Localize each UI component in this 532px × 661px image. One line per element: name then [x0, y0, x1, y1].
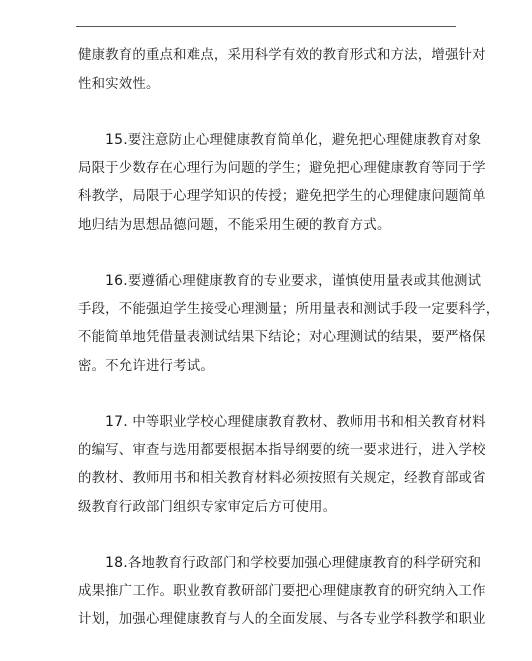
- text-line: [78, 408, 486, 437]
- item-number: 17.: [105, 414, 128, 430]
- text-line: 手段，不能强迫学生接受心理测量；所用量表和测试手段一定要科学，: [78, 301, 500, 317]
- text-line: 健康教育的重点和难点，采用科学有效的教育形式和方法，增强针对: [78, 48, 486, 63]
- text-line: 不能简单地凭借量表测试结果下结论；对心理测试的结果，要严格保: [78, 330, 486, 345]
- text-line: 地归结为思想品德问题，不能采用生硬的教育方式。: [78, 217, 391, 233]
- paragraph-17: [78, 408, 486, 522]
- paragraph-continuation: [78, 42, 486, 99]
- text-line: [78, 267, 482, 296]
- text-line: 计划，加强心理健康教育与人的全面发展、与各专业学科教学和职业: [78, 612, 486, 627]
- text-line: 级教育行政部门组织专家审定后方可使用。: [78, 499, 337, 515]
- paragraph-16: [78, 267, 500, 381]
- item-number: 16.: [105, 273, 128, 289]
- text-line: 科教学，局限于心理学知识的传授；避免把学生的心理健康问题简单: [78, 189, 486, 204]
- text-line: 局限于少数存在心理行为问题的学生；避免把心理健康教育等同于学: [78, 160, 486, 176]
- text-line: 的教材、教师用书和相关教育材料必须按照有关规定，经教育部或省: [78, 471, 486, 486]
- text-segment: 要注意防止心理健康教育简单化，避免把心理健康教育对象: [127, 133, 482, 148]
- text-line: [78, 126, 482, 155]
- text-line: 密。不允许进行考试。: [78, 358, 214, 374]
- item-number: 18.: [105, 555, 128, 571]
- text-segment: 各地教育行政部门和学校要加强心理健康教育的科学研究和: [127, 556, 482, 571]
- document-body: [78, 42, 500, 635]
- text-segment: 要遵循心理健康教育的专业要求，谨慎使用量表或其他测试: [127, 274, 482, 289]
- header-rule: [76, 26, 456, 27]
- text-line: 成果推广工作。职业教育教研部门要把心理健康教育的研究纳入工作: [78, 583, 486, 599]
- paragraph-15: [78, 126, 486, 240]
- text-line: 的编写、审查与选用都要根据本指导纲要的统一要求进行，进入学校: [78, 442, 486, 458]
- item-number: 15.: [105, 132, 128, 148]
- paragraph-18: [78, 549, 486, 635]
- text-line: [78, 549, 482, 578]
- text-line: 性和实效性。: [78, 76, 160, 92]
- text-segment: 中等职业学校心理健康教育教材、教师用书和相关教育材料: [127, 415, 486, 430]
